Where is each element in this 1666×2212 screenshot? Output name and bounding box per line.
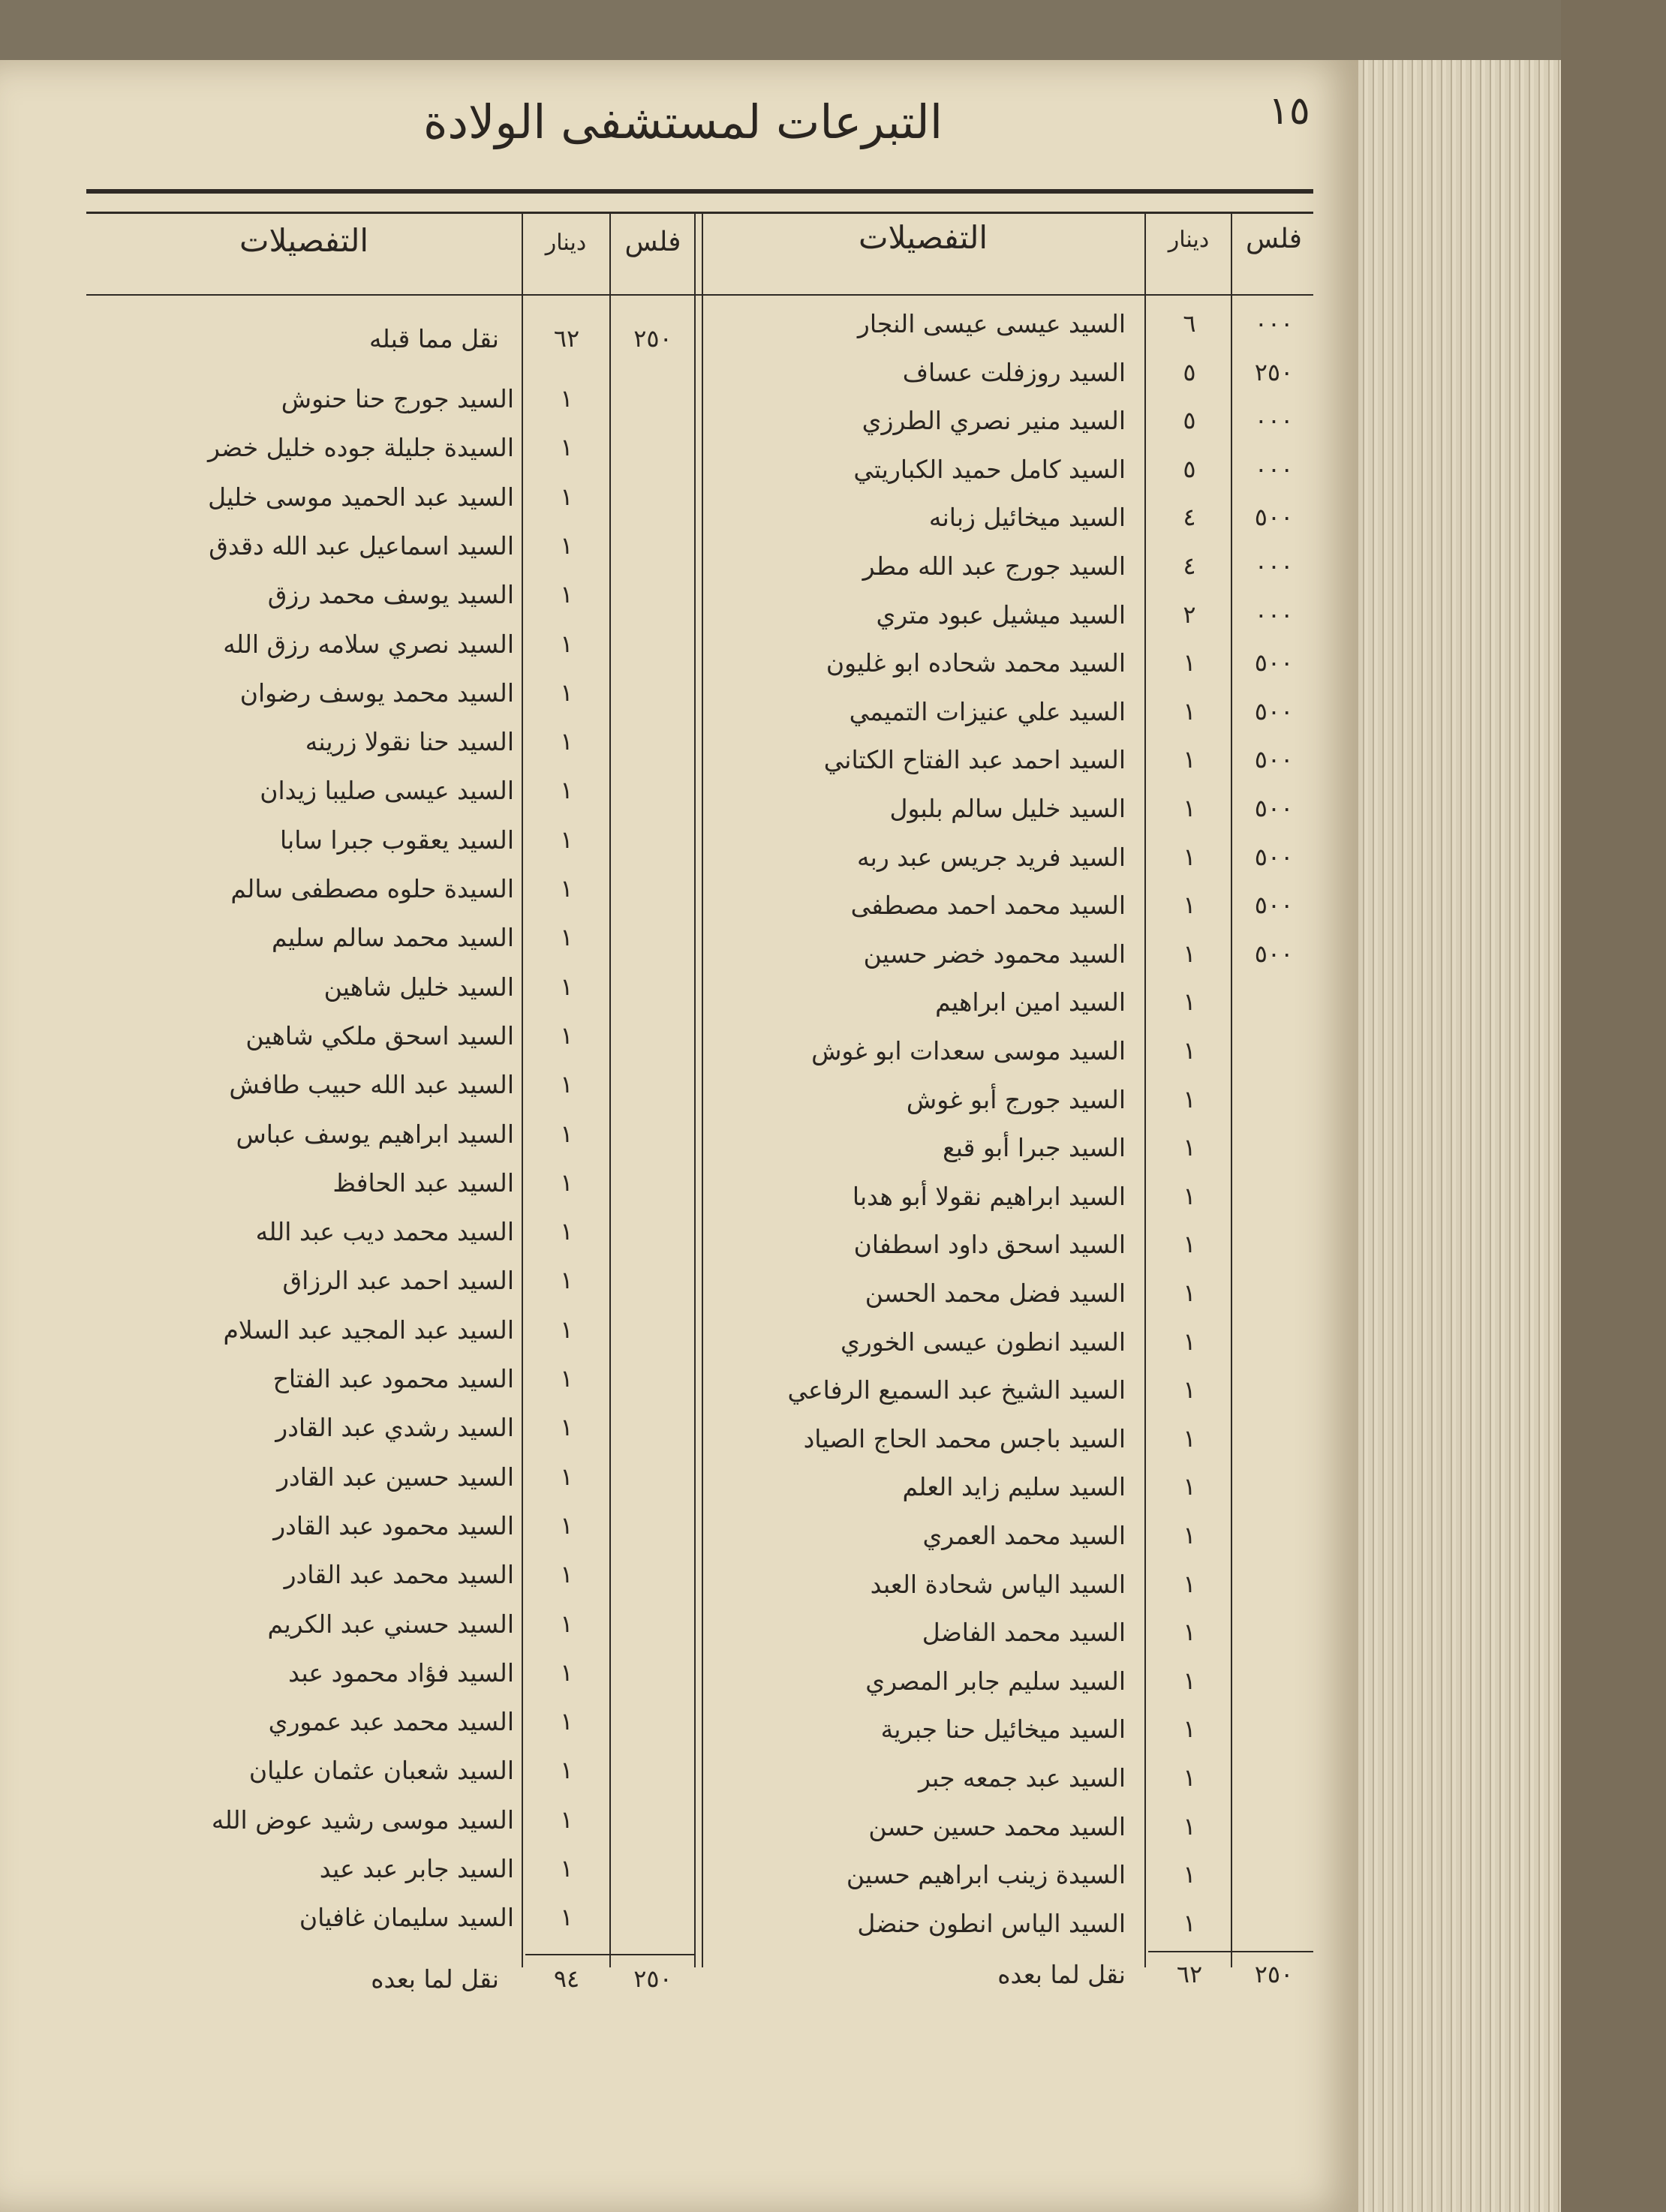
carried-label-left: نقل مما قبله xyxy=(368,324,499,353)
donor-dinar: ١ xyxy=(560,1070,573,1099)
donor-name: السيد موسى سعدات ابو غوش xyxy=(811,1036,1126,1065)
donor-name: السيدة زينب ابراهيم حسين xyxy=(846,1860,1126,1890)
donor-fils: ٠٠٠ xyxy=(1254,600,1294,629)
donor-dinar: ١ xyxy=(1183,1666,1196,1695)
donor-dinar: ٥ xyxy=(1183,454,1196,483)
donor-dinar: ٤ xyxy=(1183,503,1196,532)
donor-name: السيد موسى رشيد عوض الله xyxy=(211,1805,514,1835)
donor-name: السيد جورج عبد الله مطر xyxy=(862,551,1126,581)
donor-dinar: ١ xyxy=(1183,891,1196,920)
donor-dinar: ١ xyxy=(1183,1327,1196,1356)
book-cover-top xyxy=(0,0,1666,60)
total-label-right: نقل لما بعده xyxy=(997,1960,1126,1989)
donor-name: السيد محمد العمري xyxy=(922,1521,1126,1550)
donor-dinar: ١ xyxy=(560,972,573,1001)
donor-fils: ٠٠٠ xyxy=(1254,551,1294,580)
donor-name: السيد الياس انطون حنضل xyxy=(857,1908,1126,1938)
book-cover-right xyxy=(1561,0,1666,2212)
donor-name: السيد ابراهيم يوسف عباس xyxy=(236,1119,514,1149)
donor-fils: ٥٠٠ xyxy=(1254,696,1294,726)
donor-dinar: ٤ xyxy=(1183,551,1196,580)
donor-dinar: ١ xyxy=(560,874,573,903)
donor-name: السيد جورج أبو غوش xyxy=(906,1084,1126,1114)
donor-dinar: ١ xyxy=(560,1903,573,1932)
donor-dinar: ٦ xyxy=(1183,309,1196,338)
donor-dinar: ١ xyxy=(1183,1181,1196,1210)
donor-dinar: ٥ xyxy=(1183,406,1196,435)
donor-fils: ٠٠٠ xyxy=(1254,406,1294,435)
donor-dinar: ١ xyxy=(560,1854,573,1883)
donor-name: السيد ابراهيم نقولا أبو هدبا xyxy=(852,1181,1126,1211)
donor-name: السيد يعقوب جبرا سابا xyxy=(279,825,514,855)
donor-name: السيد محمد يوسف رضوان xyxy=(239,678,514,708)
donor-name: السيد الياس شحادة العبد xyxy=(870,1569,1126,1599)
total-label-left: نقل لما بعده xyxy=(371,1964,499,1994)
donor-name: السيد اسماعيل عبد الله دقدق xyxy=(209,530,514,561)
divider-middle-a xyxy=(702,212,703,1967)
donor-name: السيد عبد الحميد موسى خليل xyxy=(208,482,514,512)
donor-dinar: ١ xyxy=(1183,1423,1196,1453)
page-title: التبرعات لمستشفى الولادة xyxy=(423,95,943,149)
donor-name: السيد محمد عبد عموري xyxy=(268,1707,514,1737)
header-details-right: التفصيلات xyxy=(858,219,988,256)
donor-fils: ٥٠٠ xyxy=(1254,939,1294,968)
donor-name: السيد كامل حميد الكباريتي xyxy=(853,454,1126,484)
donor-name: السيد منير نصري الطرزي xyxy=(862,406,1126,436)
donor-name: السيد الشيخ عبد السميع الرفاعي xyxy=(787,1375,1126,1405)
donor-fils: ٥٠٠ xyxy=(1254,745,1294,774)
donor-dinar: ١ xyxy=(560,384,573,413)
donor-dinar: ١ xyxy=(560,1266,573,1295)
donor-name: السيد ميخائيل زبانه xyxy=(928,503,1126,533)
donor-name: السيد محمد الفاضل xyxy=(922,1618,1126,1648)
donor-name: السيد فضل محمد الحسن xyxy=(865,1279,1126,1308)
header-fils-left: فلس xyxy=(624,227,681,257)
donor-name: السيد جبرا أبو قبع xyxy=(943,1133,1126,1163)
donor-dinar: ١ xyxy=(1183,648,1196,678)
page-number: ١٥ xyxy=(1268,89,1310,134)
donor-name: السيد عبد الحافظ xyxy=(332,1168,514,1198)
donor-fils: ٠٠٠ xyxy=(1254,309,1294,338)
donor-dinar: ١ xyxy=(560,1805,573,1834)
donor-dinar: ١ xyxy=(1183,1763,1196,1792)
donor-dinar: ١ xyxy=(1183,1036,1196,1065)
donor-name: السيد حسين عبد القادر xyxy=(277,1462,514,1492)
donor-dinar: ١ xyxy=(560,482,573,511)
donor-name: السيد ميخائيل حنا جبرية xyxy=(880,1715,1126,1745)
donor-dinar: ١ xyxy=(560,433,573,462)
divider-fils-dinar-left xyxy=(609,212,611,1967)
donor-name: السيد امين ابراهيم xyxy=(935,987,1126,1017)
donor-dinar: ١ xyxy=(560,1560,573,1589)
donor-name: السيد عيسى صليبا زيدان xyxy=(260,776,514,806)
donor-name: السيد محمد سالم سليم xyxy=(271,923,514,953)
header-details-left: التفصيلات xyxy=(239,222,369,259)
title-rule-thin xyxy=(86,212,1313,214)
donor-dinar: ١ xyxy=(560,1707,573,1736)
donor-dinar: ١ xyxy=(560,923,573,952)
donor-name: السيد يوسف محمد رزق xyxy=(267,580,514,610)
total-rule-left xyxy=(525,1954,694,1955)
donor-name: السيد عبد جمعه جبر xyxy=(918,1763,1126,1793)
donor-dinar: ١ xyxy=(560,727,573,756)
donor-name: السيد حنا نقولا زرينه xyxy=(305,727,514,757)
donor-name: السيد احمد عبد الرزاق xyxy=(282,1266,514,1296)
donor-dinar: ١ xyxy=(560,1168,573,1197)
donor-dinar: ١ xyxy=(560,825,573,854)
donor-name: السيد ميشيل عبود متري xyxy=(876,600,1126,630)
donor-dinar: ١ xyxy=(1183,1472,1196,1501)
donor-dinar: ١ xyxy=(1183,1715,1196,1744)
donor-name: السيد سليم جابر المصري xyxy=(865,1666,1126,1696)
donor-name: السيد محمود عبد الفتاح xyxy=(272,1364,514,1393)
donor-dinar: ١ xyxy=(560,1413,573,1442)
donor-dinar: ١ xyxy=(560,1462,573,1491)
donor-fils: ٥٠٠ xyxy=(1254,842,1294,871)
donor-fils: ٥٠٠ xyxy=(1254,648,1294,678)
donor-dinar: ١ xyxy=(1183,1860,1196,1889)
donor-dinar: ١ xyxy=(560,776,573,805)
divider-dinar-details-left xyxy=(522,212,523,1967)
donor-dinar: ١ xyxy=(560,1315,573,1344)
donor-name: السيد علي عنيزات التميمي xyxy=(849,696,1126,726)
donor-dinar: ١ xyxy=(1183,696,1196,726)
donor-dinar: ١ xyxy=(1183,1569,1196,1598)
donor-dinar: ١ xyxy=(1183,1230,1196,1259)
donor-dinar: ١ xyxy=(560,1119,573,1148)
donor-name: السيد خليل شاهين xyxy=(323,972,514,1002)
donor-dinar: ١ xyxy=(1183,1375,1196,1405)
donor-name: السيد محمد ديب عبد الله xyxy=(255,1217,514,1247)
title-rule-thick xyxy=(86,189,1313,194)
donor-dinar: ١ xyxy=(560,1364,573,1393)
donor-fils: ٥٠٠ xyxy=(1254,794,1294,822)
donor-fils: ٥٠٠ xyxy=(1254,891,1294,920)
donor-dinar: ١ xyxy=(1183,987,1196,1017)
header-fils-right: فلس xyxy=(1245,224,1303,254)
donor-name: السيد اسحق داود اسطفان xyxy=(853,1230,1126,1260)
donor-name: السيد جورج حنا حنوش xyxy=(281,384,514,413)
donor-name: السيد محمد احمد مصطفى xyxy=(850,891,1126,921)
donor-name: السيد سليمان غافيان xyxy=(299,1903,514,1933)
donor-dinar: ١ xyxy=(560,1217,573,1246)
divider-fils-dinar-right xyxy=(1231,212,1232,1967)
donor-fils: ٠٠٠ xyxy=(1254,454,1294,483)
donor-dinar: ١ xyxy=(560,1609,573,1638)
total-rule-right xyxy=(1148,1951,1313,1952)
donor-name: السيدة حلوه مصطفى سالم xyxy=(230,874,514,903)
donor-dinar: ١ xyxy=(1183,794,1196,822)
donor-name: السيد محمود عبد القادر xyxy=(273,1510,514,1540)
donor-name: السيد اسحق ملكي شاهين xyxy=(245,1020,514,1050)
header-dinar-right: دينار xyxy=(1168,227,1210,253)
carried-fils-left: ٢٥٠ xyxy=(633,324,672,353)
donor-dinar: ١ xyxy=(1183,1279,1196,1307)
donor-name: السيد نصري سلامه رزق الله xyxy=(223,629,514,659)
donor-fils: ٢٥٠ xyxy=(1254,357,1294,386)
donor-dinar: ٢ xyxy=(1183,600,1196,629)
donor-name: السيد عبد المجيد عبد السلام xyxy=(223,1315,514,1345)
donor-dinar: ١ xyxy=(1183,1811,1196,1841)
donor-dinar: ١ xyxy=(1183,842,1196,871)
divider-middle-b xyxy=(694,212,696,1967)
donor-name: السيد محمد عبد القادر xyxy=(284,1560,514,1590)
donor-dinar: ١ xyxy=(1183,1521,1196,1549)
divider-dinar-details-right xyxy=(1144,212,1146,1967)
carried-dinar-left: ٦٢ xyxy=(553,324,580,353)
donor-name: السيد رشدي عبد القادر xyxy=(275,1413,514,1443)
donor-dinar: ١ xyxy=(560,580,573,609)
donor-dinar: ١ xyxy=(560,1756,573,1785)
donor-dinar: ١ xyxy=(1183,1084,1196,1114)
donor-fils: ٥٠٠ xyxy=(1254,503,1294,532)
donor-dinar: ١ xyxy=(1183,1908,1196,1937)
donor-dinar: ١ xyxy=(560,1510,573,1540)
donor-dinar: ١ xyxy=(1183,745,1196,774)
donor-dinar: ١ xyxy=(560,629,573,658)
donor-name: السيد محمود خضر حسين xyxy=(863,939,1126,969)
donor-name: السيد عيسى عيسى النجار xyxy=(857,309,1126,338)
total-fils-right: ٢٥٠ xyxy=(1254,1960,1294,1988)
donor-name: السيد محمد حسين حسن xyxy=(868,1811,1126,1841)
total-dinar-left: ٩٤ xyxy=(553,1964,580,1993)
total-fils-left: ٢٥٠ xyxy=(633,1964,672,1993)
donor-dinar: ١ xyxy=(560,530,573,560)
donor-dinar: ٥ xyxy=(1183,357,1196,386)
donor-dinar: ١ xyxy=(1183,1133,1196,1162)
donor-dinar: ١ xyxy=(560,1020,573,1050)
donor-name: السيد روزفلت عساف xyxy=(902,357,1126,387)
donor-dinar: ١ xyxy=(560,1657,573,1687)
donor-dinar: ١ xyxy=(560,678,573,707)
donor-dinar: ١ xyxy=(1183,939,1196,968)
page-edges xyxy=(1358,60,1561,2212)
donor-name: السيد محمد شحاده ابو غليون xyxy=(825,648,1126,678)
donor-name: السيد احمد عبد الفتاح الكتاني xyxy=(823,745,1126,775)
donor-dinar: ١ xyxy=(1183,1618,1196,1647)
header-dinar-left: دينار xyxy=(545,230,587,256)
donor-name: السيدة جليلة جوده خليل خضر xyxy=(207,433,514,463)
donor-name: السيد فؤاد محمود عبد xyxy=(288,1657,514,1688)
total-dinar-right: ٦٢ xyxy=(1176,1960,1203,1988)
donor-name: السيد عبد الله حبيب طافش xyxy=(229,1070,514,1100)
donor-name: السيد خليل سالم بلبول xyxy=(889,794,1126,823)
donor-name: السيد سليم زايد العلم xyxy=(902,1472,1126,1502)
header-rule xyxy=(86,294,1313,296)
donor-name: السيد شعبان عثمان عليان xyxy=(248,1756,514,1786)
donor-name: السيد جابر عبد عيد xyxy=(319,1854,514,1883)
donor-name: السيد فريد جريس عبد ربه xyxy=(856,842,1126,872)
donor-name: السيد باجس محمد الحاج الصياد xyxy=(803,1423,1126,1453)
donor-name: السيد حسني عبد الكريم xyxy=(267,1609,514,1639)
donor-name: السيد انطون عيسى الخوري xyxy=(840,1327,1126,1357)
